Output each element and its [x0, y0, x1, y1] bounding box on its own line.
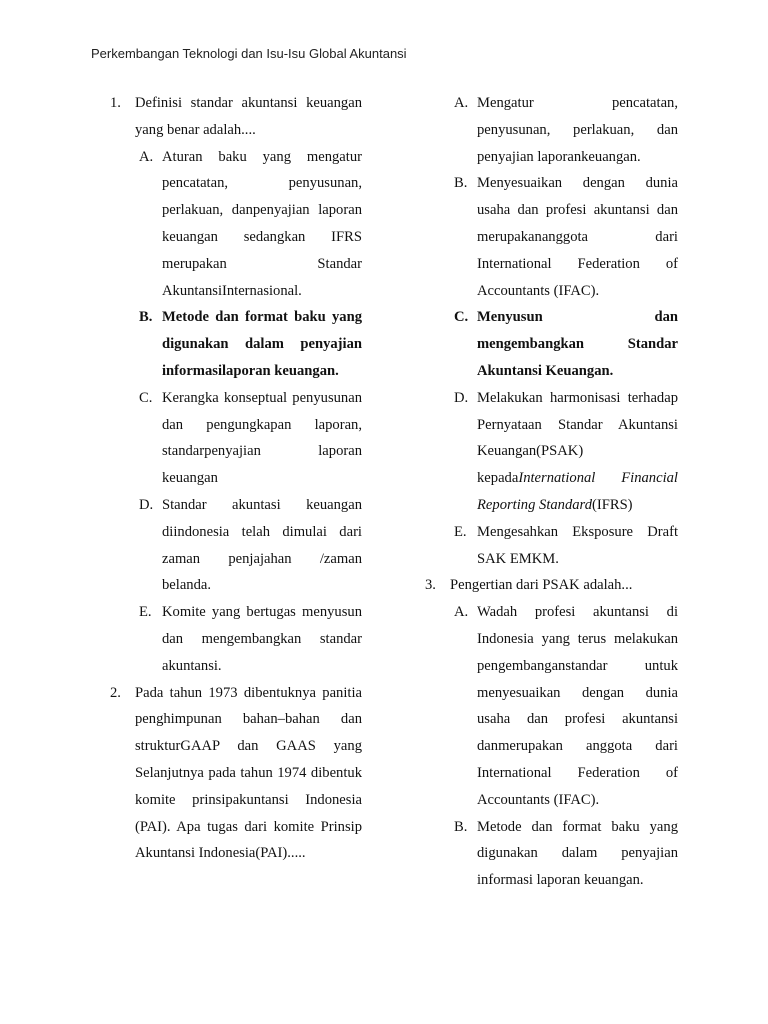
- option-text: Kerangka konseptual penyusunan dan pengungkapan laporan, standarpenyajian laporan keuangan: [162, 389, 362, 487]
- option-letter: C.: [454, 309, 469, 326]
- q2-option-a[interactable]: [425, 90, 678, 170]
- option-text: Wadah profesi akuntansi di Indonesia yang terus melakukan pengembanganstandar untuk menyesuaikan dengan dunia usaha dan profesi akuntansi danmerupakan anggota dari International Federation of Accountants (IFAC).: [477, 604, 678, 808]
- option-letter: B.: [454, 818, 468, 835]
- option-letter: A.: [454, 95, 469, 111]
- question-number: 2.: [110, 684, 121, 701]
- option-letter: D.: [454, 389, 469, 406]
- option-letter: D.: [139, 496, 154, 513]
- option-text: Mengesahkan Eksposure Draft SAK EMKM.: [477, 523, 678, 567]
- q1-option-b[interactable]: [110, 304, 362, 384]
- option-text-italic: International Financial Reporting Standard: [477, 470, 678, 513]
- question-3: [425, 572, 678, 599]
- option-text: Melakukan harmonisasi terhadap Pernyataan Standar Akuntansi Keuangan(PSAK) kepada: [477, 389, 678, 487]
- q3-option-a[interactable]: [425, 599, 678, 813]
- right-column: [425, 90, 678, 894]
- option-letter: A.: [454, 604, 469, 621]
- option-letter: E.: [454, 523, 467, 540]
- q2-option-e[interactable]: [425, 519, 678, 573]
- question-1: [110, 90, 362, 144]
- option-text: Aturan baku yang mengatur pencatatan, penyusunan, perlakuan, danpenyajian laporan keuangan sedangkan IFRS merupakan Standar AkuntansiInternasional.: [162, 148, 362, 299]
- left-column: [110, 90, 362, 867]
- q1-option-d[interactable]: [110, 492, 362, 599]
- option-letter: E.: [139, 604, 152, 621]
- option-text: Komite yang bertugas menyusun dan mengembangkan standar akuntansi.: [162, 604, 362, 674]
- option-text: Mengatur pencatatan, penyusunan, perlakuan, dan penyajian laporankeuangan.: [477, 95, 678, 165]
- page-header: Perkembangan Teknologi dan Isu-Isu Global Akuntansi: [91, 46, 407, 61]
- q1-option-a[interactable]: [110, 144, 362, 305]
- option-text: Menyusun dan mengembangkan Standar Akuntansi Keuangan.: [477, 309, 678, 379]
- q1-option-e[interactable]: [110, 599, 362, 679]
- question-2: [110, 680, 362, 868]
- option-letter: B.: [454, 175, 468, 192]
- q2-option-c[interactable]: [425, 304, 678, 384]
- q2-option-b[interactable]: [425, 170, 678, 304]
- q1-option-c[interactable]: [110, 385, 362, 492]
- q3-option-b[interactable]: [425, 814, 678, 894]
- question-text: Pada tahun 1973 dibentuknya panitia penghimpunan bahan–bahan dan strukturGAAP dan GAAS yang Selanjutnya pada tahun 1974 dibentuk komite prinsipakuntansi Indonesia (PAI). Apa tugas dari komite Prinsip Akuntansi Indonesia(PAI).....: [135, 684, 362, 862]
- question-text: Definisi standar akuntansi keuangan yang benar adalah....: [135, 95, 362, 138]
- option-text: Menyesuaikan dengan dunia usaha dan profesi akuntansi dan merupakananggota dari International Federation of Accountants (IFAC).: [477, 175, 678, 299]
- option-text: Standar akuntasi keuangan diindonesia telah dimulai dari zaman penjajahan /zaman belanda.: [162, 496, 362, 594]
- option-letter: C.: [139, 389, 153, 406]
- question-number: 1.: [110, 95, 121, 111]
- option-letter: A.: [139, 148, 154, 165]
- option-text: Metode dan format baku yang digunakan dalam penyajian informasi laporan keuangan.: [477, 818, 678, 889]
- q2-option-d[interactable]: [425, 385, 678, 519]
- option-text: Metode dan format baku yang digunakan dalam penyajian informasilaporan keuangan.: [162, 309, 362, 379]
- option-text: (IFRS): [592, 496, 633, 513]
- question-number: 3.: [425, 577, 436, 594]
- option-letter: B.: [139, 309, 153, 326]
- question-text: Pengertian dari PSAK adalah...: [450, 577, 633, 594]
